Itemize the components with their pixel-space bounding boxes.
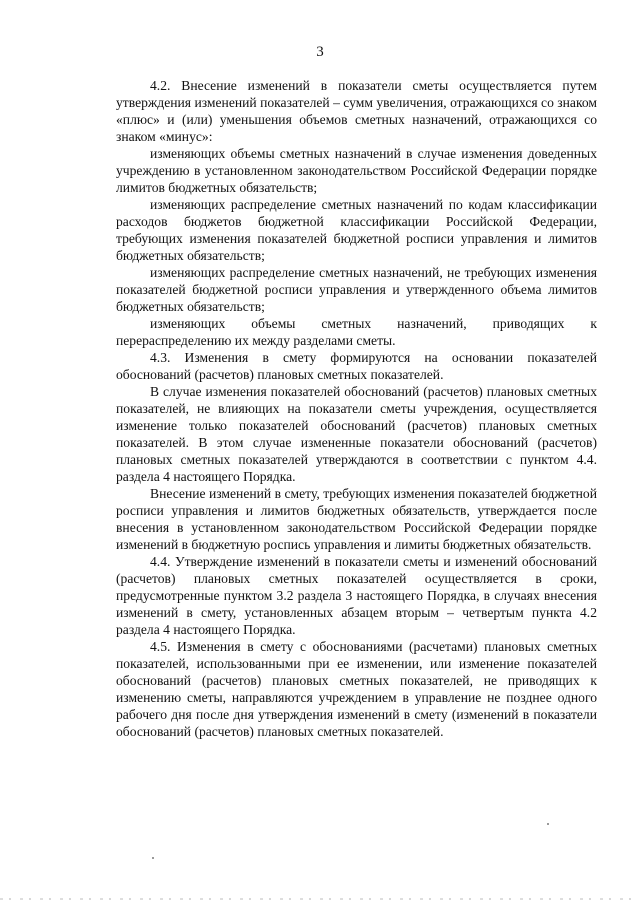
- scan-speck: [152, 857, 154, 859]
- paragraph-list-item-3: изменяющих распределение сметных назначений, не требующих изменения показателей бюджетной росписи управления и утвержденного объема лимитов бюджетных обязательств;: [116, 265, 597, 314]
- paragraph-4-3: 4.3. Изменения в смету формируются на основании показателей обоснований (расчетов) плановых сметных показателей.: [116, 350, 597, 382]
- paragraph-list-item-2: изменяющих распределение сметных назначений по кодам классификации расходов бюджетов бюджетной классификации Российской Федерации, требующих изменения показателей бюджетной росписи управления и лимитов бюджетных обязательств;: [116, 197, 597, 263]
- paragraph-4-2: 4.2. Внесение изменений в показатели сметы осуществляется путем утверждения изменений показателей – сумм увеличения, отражающихся со знаком «плюс» и (или) уменьшения объемов сметных назначений, отражающихся со знаком «минус»:: [116, 78, 597, 144]
- paragraph-4-5: 4.5. Изменения в смету с обоснованиями (расчетами) плановых сметных показателей, использованными при ее изменении, или изменение показателей обоснований (расчетов) плановых сметных показателей, не приводящих к изменению сметы, направляются учреждением в управление не позднее одного рабочего дня после дня утверждения изменений в смету (изменений в показатели обоснований (расчетов) плановых сметных показателей.: [116, 639, 597, 739]
- paragraph-list-item-4: изменяющих объемы сметных назначений, приводящих к перераспределению их между разделами сметы.: [116, 316, 597, 348]
- paragraph-4-4: 4.4. Утверждение изменений в показатели сметы и изменений обоснований (расчетов) плановых сметных показателей осуществляется в сроки, предусмотренные пунктом 3.2 раздела 3 настоящего Порядка, в случаях внесения изменений в смету, установленных абзацем вторым – четвертым пункта 4.2 раздела 4 настоящего Порядка.: [116, 554, 597, 637]
- scan-speck: [547, 823, 549, 825]
- paragraph-4-3-case: В случае изменения показателей обоснований (расчетов) плановых сметных показателей, не влияющих на показатели сметы учреждения, осуществляется изменение только показателей обоснований (расчетов) плановых сметных показателей. В этом случае измененные показатели обоснований (расчетов) плановых сметных показателей утверждаются в соответствии с пунктом 4.4. раздела 4 настоящего Порядка.: [116, 384, 597, 484]
- paragraph-4-3-amendments: Внесение изменений в смету, требующих изменения показателей бюджетной росписи управления и лимитов бюджетных обязательств, утверждается после внесения в установленном законодательством Российской Федерации порядке изменений в бюджетную роспись управления и лимиты бюджетных обязательств.: [116, 486, 597, 552]
- paragraph-list-item-1: изменяющих объемы сметных назначений в случае изменения доведенных учреждению в установленном законодательством Российской Федерации порядке лимитов бюджетных обязательств;: [116, 146, 597, 195]
- page-number: 3: [316, 44, 324, 60]
- scan-edge-noise: [0, 898, 640, 900]
- document-body: [116, 77, 597, 740]
